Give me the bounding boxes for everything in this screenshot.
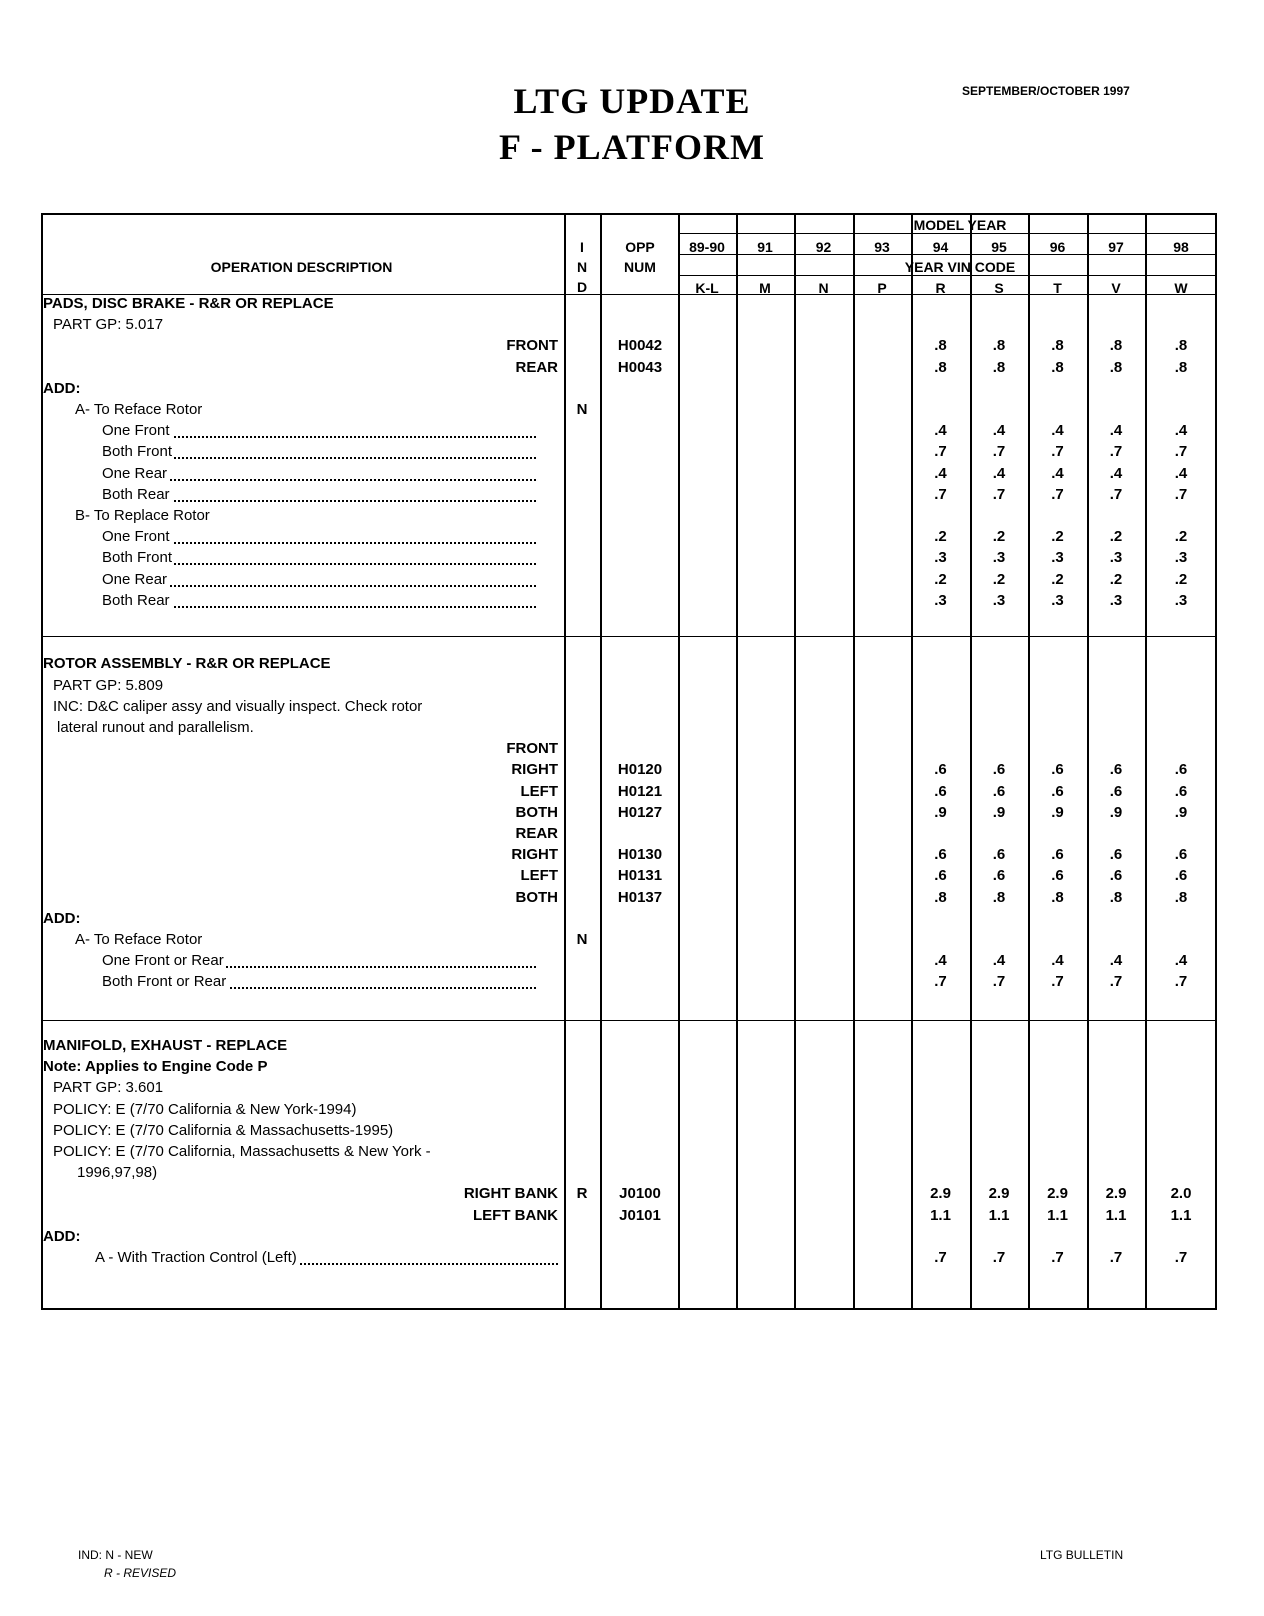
labor-time-value: 2.0 bbox=[1170, 1185, 1192, 1203]
labor-time-value: .8 bbox=[934, 888, 947, 906]
section-divider bbox=[41, 1020, 1217, 1021]
labor-time-value: .2 bbox=[1109, 570, 1123, 588]
column-header-ind: N bbox=[576, 259, 588, 275]
row-description: POLICY: E (7/70 California, Massachusetts & New York - bbox=[53, 1143, 431, 1160]
vin-code-N: N bbox=[818, 280, 829, 296]
row-description: POLICY: E (7/70 California & Massachusetts-1995) bbox=[53, 1121, 394, 1139]
labor-time-value: .2 bbox=[1174, 570, 1188, 588]
row-description: INC: D&C caliper assy and visually inspect. Check rotor bbox=[53, 697, 423, 715]
labor-time-value: .7 bbox=[992, 1249, 1006, 1266]
labor-time-value: .8 bbox=[1051, 358, 1064, 376]
labor-time-value: .7 bbox=[1051, 443, 1064, 461]
labor-time-value: .3 bbox=[1051, 591, 1064, 609]
labor-time-value: .4 bbox=[1051, 422, 1064, 440]
labor-time-value: 2.9 bbox=[988, 1185, 1010, 1203]
labor-time-value: .7 bbox=[1109, 485, 1123, 503]
year-column-divider bbox=[794, 213, 796, 1310]
labor-time-value: .9 bbox=[992, 803, 1006, 821]
labor-time-value: .9 bbox=[1109, 803, 1123, 821]
year-column-divider bbox=[1087, 213, 1089, 1310]
model-year-95: 95 bbox=[991, 239, 1007, 255]
row-description: REAR bbox=[515, 358, 558, 376]
labor-time-value: .8 bbox=[934, 358, 947, 376]
labor-time-value: .8 bbox=[1051, 888, 1064, 906]
labor-time-value: .7 bbox=[1109, 443, 1123, 461]
opp-number: J0100 bbox=[619, 1185, 661, 1203]
row-description: REAR bbox=[515, 825, 558, 842]
row-description: Both Rear bbox=[102, 591, 170, 609]
model-year-label: MODEL YEAR bbox=[913, 217, 1007, 233]
labor-time-value: .2 bbox=[1051, 570, 1064, 588]
labor-time-value: .4 bbox=[1174, 464, 1188, 482]
row-description: PART GP: 5.017 bbox=[53, 316, 164, 334]
row-description: ADD: bbox=[43, 379, 81, 397]
labor-time-value: .6 bbox=[992, 782, 1006, 800]
column-header-opp: OPP bbox=[625, 239, 655, 255]
labor-time-value: .7 bbox=[992, 973, 1006, 991]
vin-code-V: V bbox=[1111, 280, 1121, 296]
labor-time-value: .8 bbox=[934, 337, 947, 355]
labor-time-value: .7 bbox=[1109, 973, 1123, 991]
labor-time-value: .4 bbox=[934, 952, 947, 970]
model-year-89-90: 89-90 bbox=[689, 239, 725, 255]
labor-time-value: .6 bbox=[992, 761, 1006, 779]
labor-time-value: .3 bbox=[992, 591, 1006, 609]
labor-time-value: .8 bbox=[992, 888, 1006, 906]
labor-time-value: .6 bbox=[934, 761, 947, 779]
vin-code-R: R bbox=[935, 280, 946, 296]
opp-number: H0121 bbox=[617, 782, 663, 800]
labor-time-value: .2 bbox=[1109, 528, 1123, 546]
labor-time-value: .4 bbox=[1174, 952, 1188, 970]
labor-time-value: .6 bbox=[1174, 782, 1188, 800]
labor-time-value: .4 bbox=[934, 464, 947, 482]
labor-time-value: .2 bbox=[992, 570, 1006, 588]
year-column-divider bbox=[1145, 213, 1147, 1310]
legend-revised: R - REVISED bbox=[104, 1566, 177, 1580]
labor-time-value: .2 bbox=[1174, 528, 1188, 546]
model-year-93: 93 bbox=[874, 239, 890, 255]
column-divider bbox=[678, 213, 680, 1310]
year-column-divider bbox=[736, 213, 738, 1310]
year-column-divider bbox=[970, 213, 972, 1310]
labor-time-value: .6 bbox=[934, 782, 947, 800]
vin-code-M: M bbox=[759, 280, 771, 296]
row-description: B- To Replace Rotor bbox=[75, 507, 210, 524]
labor-time-value: .6 bbox=[1174, 761, 1188, 779]
labor-time-value: .7 bbox=[1174, 1249, 1188, 1266]
labor-time-value: .8 bbox=[992, 358, 1006, 376]
section-heading: PADS, DISC BRAKE - R&R OR REPLACE bbox=[43, 295, 334, 312]
vin-code-P: P bbox=[877, 280, 887, 296]
labor-time-value: .6 bbox=[1109, 867, 1123, 885]
labor-time-value: .6 bbox=[1174, 846, 1188, 864]
row-description: Note: Applies to Engine Code P bbox=[43, 1058, 268, 1076]
row-description: Both Front bbox=[102, 443, 173, 461]
column-header-description: OPERATION DESCRIPTION bbox=[210, 259, 393, 275]
model-year-94: 94 bbox=[932, 239, 949, 255]
labor-time-value: .4 bbox=[934, 422, 947, 440]
section-heading: MANIFOLD, EXHAUST - REPLACE bbox=[43, 1037, 288, 1054]
labor-time-value: .3 bbox=[934, 591, 947, 609]
model-year-98: 98 bbox=[1173, 239, 1189, 255]
labor-time-value: .6 bbox=[1109, 782, 1123, 800]
section-heading: ROTOR ASSEMBLY - R&R OR REPLACE bbox=[43, 655, 331, 673]
row-description: One Front bbox=[102, 422, 170, 440]
labor-time-value: .3 bbox=[1174, 591, 1188, 609]
opp-number: H0042 bbox=[617, 337, 663, 355]
labor-time-value: .7 bbox=[934, 485, 947, 503]
opp-number: J0101 bbox=[619, 1206, 661, 1224]
column-header-ind: D bbox=[576, 279, 588, 295]
row-description: lateral runout and parallelism. bbox=[57, 719, 254, 736]
labor-time-value: .7 bbox=[1051, 485, 1064, 503]
labor-time-value: 1.1 bbox=[1047, 1206, 1068, 1224]
row-description: BOTH bbox=[515, 888, 558, 906]
labor-time-value: .4 bbox=[992, 464, 1006, 482]
labor-time-value: .7 bbox=[1109, 1249, 1123, 1266]
column-header-opp: NUM bbox=[624, 259, 656, 275]
ind-flag: N bbox=[576, 401, 588, 418]
labor-time-value: .8 bbox=[1109, 888, 1123, 906]
labor-time-value: .6 bbox=[1109, 761, 1123, 779]
labor-time-value: .8 bbox=[1174, 337, 1188, 355]
labor-time-value: .9 bbox=[1174, 803, 1188, 821]
row-description: RIGHT bbox=[511, 846, 558, 864]
labor-time-value: .6 bbox=[934, 867, 947, 885]
labor-time-value: .6 bbox=[1051, 761, 1064, 779]
labor-time-value: .3 bbox=[1109, 591, 1123, 609]
labor-time-value: 1.1 bbox=[988, 1206, 1010, 1224]
labor-time-value: .4 bbox=[1051, 464, 1064, 482]
labor-time-value: .8 bbox=[1174, 358, 1188, 376]
model-year-91: 91 bbox=[757, 239, 773, 255]
labor-time-value: .7 bbox=[934, 1249, 947, 1266]
document-subtitle: F - PLATFORM bbox=[499, 127, 765, 167]
footer-bulletin: LTG BULLETIN bbox=[1040, 1548, 1124, 1562]
model-year-96: 96 bbox=[1049, 239, 1066, 255]
labor-time-value: 1.1 bbox=[1105, 1206, 1127, 1224]
labor-time-value: .2 bbox=[1051, 528, 1064, 546]
labor-time-value: 2.9 bbox=[1047, 1185, 1068, 1203]
labor-time-value: .8 bbox=[1051, 337, 1064, 355]
row-description: POLICY: E (7/70 California & New York-1994) bbox=[53, 1100, 357, 1118]
labor-time-value: .3 bbox=[1174, 549, 1188, 567]
labor-time-value: .7 bbox=[1174, 443, 1188, 461]
labor-time-value: .7 bbox=[1051, 973, 1064, 991]
labor-time-value: .7 bbox=[992, 443, 1006, 461]
row-description: One Rear bbox=[102, 464, 168, 482]
row-description: A - With Traction Control (Left) bbox=[95, 1249, 297, 1266]
labor-time-value: .6 bbox=[1051, 867, 1064, 885]
vin-code-S: S bbox=[994, 280, 1004, 296]
labor-time-value: .2 bbox=[934, 528, 947, 546]
labor-time-value: .6 bbox=[992, 846, 1006, 864]
year-column-divider bbox=[853, 213, 855, 1310]
opp-number: H0127 bbox=[617, 803, 663, 821]
row-description: PART GP: 5.809 bbox=[53, 676, 164, 694]
labor-time-value: .3 bbox=[1109, 549, 1123, 567]
labor-time-value: .3 bbox=[1051, 549, 1064, 567]
document-title: LTG UPDATE bbox=[513, 81, 751, 121]
dot-leader bbox=[142, 530, 536, 544]
labor-time-value: .8 bbox=[992, 337, 1006, 355]
labor-time-value: .8 bbox=[1109, 358, 1123, 376]
labor-time-value: .7 bbox=[934, 443, 947, 461]
column-header-ind: I bbox=[580, 239, 584, 255]
row-description: RIGHT BANK bbox=[463, 1185, 558, 1203]
labor-time-value: .4 bbox=[992, 422, 1006, 440]
labor-time-value: .4 bbox=[1174, 422, 1188, 440]
labor-time-value: .4 bbox=[992, 952, 1006, 970]
legend-new: IND: N - NEW bbox=[78, 1548, 153, 1562]
labor-time-value: 1.1 bbox=[930, 1206, 951, 1224]
labor-time-value: .4 bbox=[1109, 952, 1123, 970]
dot-leader bbox=[142, 594, 536, 608]
row-description: A- To Reface Rotor bbox=[75, 401, 203, 418]
dot-leader bbox=[142, 467, 536, 481]
dot-leader bbox=[142, 424, 536, 438]
year-column-divider bbox=[911, 213, 913, 1310]
labor-time-value: .2 bbox=[934, 570, 947, 588]
section-divider bbox=[41, 636, 1217, 637]
labor-time-value: .8 bbox=[1109, 337, 1123, 355]
row-description: FRONT bbox=[506, 740, 558, 758]
labor-time-value: .7 bbox=[1174, 485, 1188, 503]
labor-time-value: .4 bbox=[1109, 464, 1123, 482]
dot-leader bbox=[142, 551, 536, 565]
labor-time-value: .8 bbox=[1174, 888, 1188, 906]
row-description: Both Rear bbox=[102, 485, 170, 503]
labor-time-value: .9 bbox=[1051, 803, 1064, 821]
row-description: BOTH bbox=[515, 803, 558, 821]
opp-number: H0137 bbox=[617, 888, 663, 906]
row-description: RIGHT bbox=[511, 761, 558, 779]
ind-flag: R bbox=[576, 1185, 588, 1203]
labor-time-value: .6 bbox=[1051, 846, 1064, 864]
vin-code-K-L: K-L bbox=[695, 280, 719, 296]
dot-leader bbox=[142, 445, 536, 459]
labor-time-value: .9 bbox=[934, 803, 947, 821]
row-description: Both Front bbox=[102, 549, 173, 567]
labor-time-value: 2.9 bbox=[1105, 1185, 1127, 1203]
opp-number: H0130 bbox=[617, 846, 663, 864]
row-description: 1996,97,98) bbox=[77, 1164, 158, 1182]
row-description: A- To Reface Rotor bbox=[75, 931, 203, 948]
model-year-92: 92 bbox=[815, 239, 832, 255]
vin-code-T: T bbox=[1053, 280, 1062, 296]
labor-time-value: .6 bbox=[1051, 782, 1064, 800]
row-description: LEFT bbox=[520, 782, 558, 800]
labor-time-value: .7 bbox=[992, 485, 1006, 503]
labor-time-value: .3 bbox=[934, 549, 947, 567]
labor-time-value: .3 bbox=[992, 549, 1006, 567]
row-description: LEFT bbox=[520, 867, 558, 885]
row-description: ADD: bbox=[43, 909, 81, 927]
labor-time-value: .2 bbox=[992, 528, 1006, 546]
opp-number: H0043 bbox=[617, 358, 663, 376]
vin-code-W: W bbox=[1174, 280, 1188, 296]
ind-flag: N bbox=[576, 931, 588, 948]
dot-leader bbox=[142, 488, 536, 502]
labor-time-value: .7 bbox=[934, 973, 947, 991]
row-description: PART GP: 3.601 bbox=[53, 1079, 164, 1097]
issue-date: SEPTEMBER/OCTOBER 1997 bbox=[962, 84, 1130, 98]
model-year-97: 97 bbox=[1108, 239, 1124, 255]
opp-number: H0131 bbox=[617, 867, 663, 885]
labor-time-value: .4 bbox=[1109, 422, 1123, 440]
labor-time-value: 1.1 bbox=[1170, 1206, 1192, 1224]
row-description: One Rear bbox=[102, 570, 168, 588]
row-description: FRONT bbox=[506, 337, 558, 355]
column-divider bbox=[564, 213, 566, 1310]
labor-time-value: .6 bbox=[1109, 846, 1123, 864]
vin-code-label: YEAR VIN CODE bbox=[904, 259, 1016, 275]
labor-time-value: .7 bbox=[1174, 973, 1188, 991]
labor-time-value: .6 bbox=[1174, 867, 1188, 885]
dot-leader bbox=[142, 573, 536, 587]
labor-time-value: .6 bbox=[934, 846, 947, 864]
opp-number: H0120 bbox=[617, 761, 663, 779]
row-description: LEFT BANK bbox=[473, 1206, 558, 1224]
labor-time-value: 2.9 bbox=[930, 1185, 951, 1203]
labor-time-value: .7 bbox=[1051, 1249, 1064, 1266]
labor-time-value: .6 bbox=[992, 867, 1006, 885]
year-column-divider bbox=[1028, 213, 1030, 1310]
row-description: ADD: bbox=[43, 1227, 81, 1245]
labor-time-value: .4 bbox=[1051, 952, 1064, 970]
row-description: One Front or Rear bbox=[102, 952, 224, 970]
row-description: Both Front or Rear bbox=[102, 973, 227, 991]
row-description: One Front bbox=[102, 528, 170, 546]
